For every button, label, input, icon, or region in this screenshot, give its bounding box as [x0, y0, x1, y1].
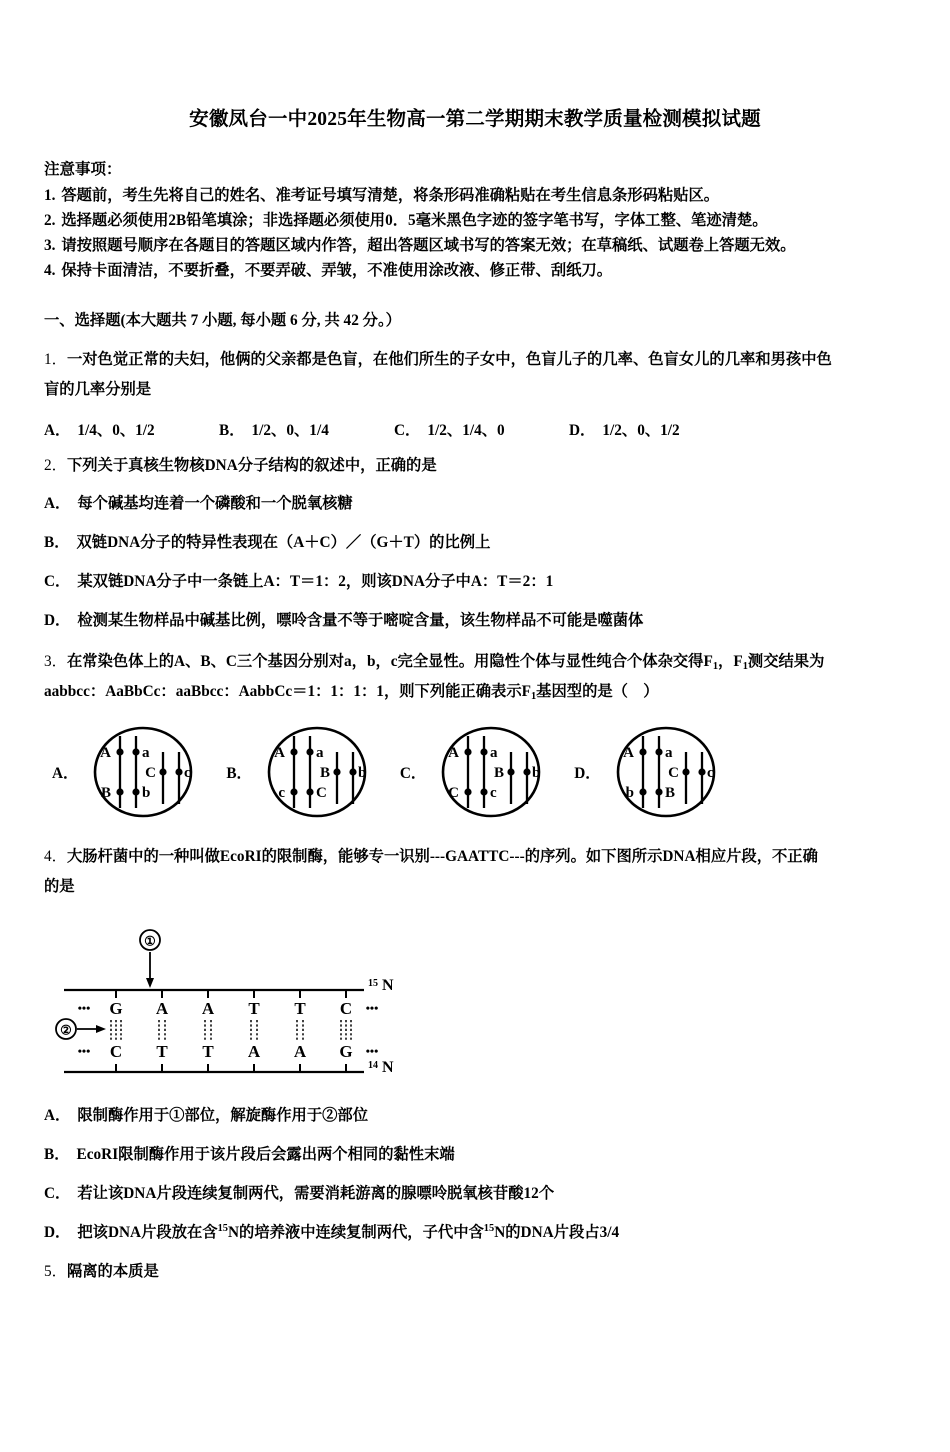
- f1-subscript: 1: [742, 660, 748, 672]
- option-a-text: 限制酶作用于①部位，解旋酶作用于②部位: [77, 1107, 369, 1125]
- option-b-text: 双链DNA分子的特异性表现在（A＋C）／（G＋T）的比例上: [76, 534, 491, 552]
- allele-label: b: [357, 765, 367, 782]
- dna-segment-svg: [54, 928, 434, 1078]
- option-a[interactable]: [44, 418, 219, 440]
- allele-label: b: [532, 765, 541, 782]
- allele-label: b: [625, 785, 634, 802]
- question-4-stem-line1: 大肠杆菌中的一种叫做EcoRI的限制酶，能够专一识别---GAATTC---的序列。如下图所示DNA相应片段，不正确: [66, 848, 818, 866]
- question-3-stem-a: 在常染色体上的A、B、C三个基因分别对a，b，c完全显性。用隐性个体与显性纯合个体杂交得F: [66, 652, 713, 670]
- option-b-label: B．: [44, 534, 70, 552]
- question-3-stem-line2-tail: 基因型的是（ ）: [536, 682, 659, 700]
- allele-label: c: [278, 785, 285, 802]
- n15-base: N: [382, 977, 394, 995]
- option-d-label: D．: [44, 611, 71, 629]
- option-c-text: 某双链DNA分子中一条链上A：T＝1：2，则该DNA分子中A：T＝2：1: [77, 573, 554, 591]
- allele-label: a: [490, 745, 498, 762]
- question-1-stem-line2: 盲的几率分别是: [44, 380, 152, 398]
- option-b-label: B．: [44, 1145, 70, 1163]
- allele-label: B: [494, 765, 505, 782]
- diagram-option-c-label: C．: [399, 765, 427, 783]
- question-3-stem-c: 测交结果为: [747, 652, 825, 670]
- question-2-number: 2．: [44, 456, 67, 474]
- f1-subscript: 1: [530, 690, 537, 702]
- question-4-stem-line2: 的是: [44, 878, 75, 896]
- option-d[interactable]: [44, 1218, 906, 1248]
- base-top: T: [248, 999, 260, 1019]
- base-top: C: [339, 999, 353, 1019]
- marker-1-label: ①: [144, 933, 156, 949]
- option-c[interactable]: [44, 567, 906, 597]
- cell-diagram-a: [87, 726, 199, 818]
- ellipsis-left-bottom: •••: [77, 1044, 91, 1059]
- option-d-text-a: 把该DNA片段放在含: [77, 1223, 218, 1241]
- diagram-option-a-label: A．: [52, 765, 79, 783]
- question-1-stem: [44, 345, 906, 375]
- option-d-text-b: N的培养液中连续复制两代，子代中含: [227, 1223, 484, 1241]
- hbond-group: [111, 1020, 351, 1040]
- diagram-option-d-label: D．: [574, 765, 601, 783]
- allele-label: A: [274, 745, 285, 762]
- allele-label: a: [315, 745, 324, 762]
- diagram-option-b-label: B．: [226, 765, 252, 783]
- option-c-text: 1/2、1/4、0: [427, 421, 505, 439]
- option-a-text: 每个碱基均连着一个磷酸和一个脱氧核糖: [77, 495, 353, 513]
- allele-label: C: [667, 765, 679, 782]
- n15-superscript: 15: [217, 1222, 228, 1234]
- question-3-number: 3．: [44, 652, 67, 670]
- exam-page: [0, 108, 950, 1452]
- base-bottom: T: [156, 1042, 168, 1062]
- option-d-text: 1/2、0、1/2: [602, 421, 680, 439]
- allele-label: B: [319, 765, 330, 782]
- option-a[interactable]: [44, 1101, 906, 1131]
- question-5-stem-text: 隔离的本质是: [66, 1263, 159, 1281]
- allele-label: c: [706, 765, 714, 782]
- notice-item-number: 2.: [44, 212, 56, 230]
- option-d[interactable]: [44, 606, 906, 636]
- option-d-text: 检测某生物样品中碱基比例，嘌呤含量不等于嘧啶含量，该生物样品不可能是噬菌体: [77, 611, 644, 629]
- notice-item-text: 答题前，考生先将自己的姓名、准考证号填写清楚，将条形码准确粘贴在考生信息条形码粘贴区。: [61, 187, 720, 205]
- question-1: [44, 345, 906, 440]
- option-a-text: 1/4、0、1/2: [77, 421, 155, 439]
- option-d-label: D．: [44, 1223, 71, 1241]
- question-3: [44, 647, 906, 819]
- base-top: G: [109, 999, 123, 1019]
- base-bottom: T: [202, 1042, 214, 1062]
- option-a-label: A．: [44, 1107, 71, 1125]
- n15-superscript: 15: [368, 978, 378, 990]
- question-3-ratio-text: aabbcc：AaBbCc：aaBbcc：AabbCc＝1：1：1：1，则下列能正确表示F: [44, 682, 531, 700]
- question-2-stem-text: 下列关于真核生物核DNA分子结构的叙述中，正确的是: [66, 456, 437, 474]
- notice-item: [44, 234, 906, 259]
- question-2-stem: [44, 451, 906, 481]
- option-d-label: D．: [569, 421, 596, 439]
- option-b-label: B．: [219, 421, 245, 439]
- notice-item: [44, 259, 906, 284]
- diagram-option-c[interactable]: [400, 726, 547, 818]
- option-a-label: A．: [44, 495, 71, 513]
- option-a-label: A．: [44, 421, 71, 439]
- allele-label: a: [664, 745, 673, 762]
- question-4-number: 4．: [44, 848, 67, 866]
- notice-heading: 注意事项：: [44, 161, 122, 179]
- question-3-diagram-options: [44, 726, 906, 818]
- section-heading: 一、选择题(本大题共 7 小题, 每小题 6 分, 共 42 分。）: [44, 312, 401, 330]
- option-c-label: C．: [394, 421, 421, 439]
- question-2: [44, 451, 906, 636]
- option-c[interactable]: [44, 1179, 906, 1209]
- question-5-number: 5．: [44, 1263, 67, 1281]
- dna-diagram: [44, 928, 906, 1083]
- question-1-number: 1．: [44, 350, 67, 368]
- allele-label: C: [448, 785, 460, 802]
- notice-item: [44, 209, 906, 234]
- option-c-label: C．: [44, 573, 71, 591]
- diagram-option-b[interactable]: [226, 726, 373, 818]
- allele-label: c: [490, 785, 497, 802]
- marker-2-label: ②: [60, 1022, 72, 1038]
- option-b[interactable]: [44, 528, 906, 558]
- question-3-stem: [44, 647, 906, 677]
- base-bottom: C: [109, 1042, 123, 1062]
- question-3-stem-b: ，F: [718, 652, 743, 670]
- option-d[interactable]: [569, 418, 744, 440]
- notice-item-text: 选择题必须使用2B铅笔填涂；非选择题必须使用0．5毫米黑色字迹的签字笔书写，字体工整、笔迹清楚。: [61, 212, 768, 230]
- question-5: [44, 1257, 906, 1287]
- ellipsis-right-bottom: •••: [365, 1044, 379, 1059]
- n15-superscript: 15: [483, 1222, 495, 1234]
- base-bottom: A: [293, 1042, 307, 1062]
- cell-diagram-b: [261, 726, 373, 818]
- ellipsis-right-top: •••: [365, 1001, 379, 1016]
- cell-diagram-d: [610, 726, 722, 818]
- allele-label: A: [448, 745, 460, 762]
- option-b-text: EcoRI限制酶作用于该片段后会露出两个相同的黏性末端: [76, 1145, 455, 1163]
- allele-label: C: [145, 765, 157, 782]
- notice-section: [44, 158, 906, 283]
- option-b-text: 1/2、0、1/4: [251, 421, 329, 439]
- option-d-text-c: N的DNA片段占3/4: [494, 1223, 620, 1241]
- n14-superscript: 14: [368, 1060, 378, 1072]
- allele-label: A: [100, 745, 112, 762]
- marker-1-arrowhead: [146, 978, 154, 988]
- option-c[interactable]: [394, 418, 569, 440]
- cell-diagram-c: [435, 726, 547, 818]
- option-a[interactable]: [44, 489, 906, 519]
- f1-subscript: 1: [712, 660, 719, 672]
- marker-2-arrowhead: [96, 1025, 106, 1033]
- allele-label: B: [664, 785, 675, 802]
- base-top: A: [201, 999, 215, 1019]
- question-3-stem-line2: [44, 677, 906, 707]
- page-title: 安徽凤台一中2025年生物高一第二学期期末教学质量检测模拟试题: [189, 109, 761, 130]
- allele-label: c: [184, 765, 192, 782]
- notice-item-number: 1.: [44, 187, 56, 205]
- option-b[interactable]: [44, 1140, 906, 1170]
- option-b[interactable]: [219, 418, 394, 440]
- question-4: [44, 842, 906, 1247]
- base-top: T: [294, 999, 306, 1019]
- ellipsis-left-top: •••: [77, 1001, 91, 1016]
- n14-base: N: [382, 1059, 394, 1077]
- allele-label: b: [142, 785, 151, 802]
- question-1-stem-line1: 一对色觉正常的夫妇，他俩的父亲都是色盲，在他们所生的子女中，色盲儿子的几率、色盲女儿的几率和男孩中色: [66, 350, 832, 368]
- notice-item-text: 保持卡面清洁，不要折叠，不要弄破、弄皱，不准使用涂改液、修正带、刮纸刀。: [61, 261, 613, 279]
- question-5-stem: [44, 1257, 906, 1287]
- question-4-stem: [44, 842, 906, 872]
- notice-item: [44, 184, 906, 209]
- notice-item-text: 请按照题号顺序在各题目的答题区域内作答，超出答题区域书写的答案无效；在草稿纸、试题卷上答题无效。: [61, 236, 796, 254]
- base-bottom: G: [339, 1042, 353, 1062]
- option-c-label: C．: [44, 1184, 71, 1202]
- allele-label: C: [315, 785, 327, 802]
- allele-label: A: [622, 745, 634, 762]
- question-1-options: [44, 418, 906, 440]
- base-top: A: [155, 999, 169, 1019]
- allele-label: B: [101, 785, 112, 802]
- notice-item-number: 3.: [44, 236, 56, 254]
- notice-item-number: 4.: [44, 261, 56, 279]
- allele-label: a: [142, 745, 150, 762]
- option-c-text: 若让该DNA片段连续复制两代，需要消耗游离的腺嘌呤脱氧核苷酸12个: [77, 1184, 555, 1202]
- base-bottom: A: [247, 1042, 261, 1062]
- diagram-option-d[interactable]: [574, 726, 721, 818]
- diagram-option-a[interactable]: [52, 726, 199, 818]
